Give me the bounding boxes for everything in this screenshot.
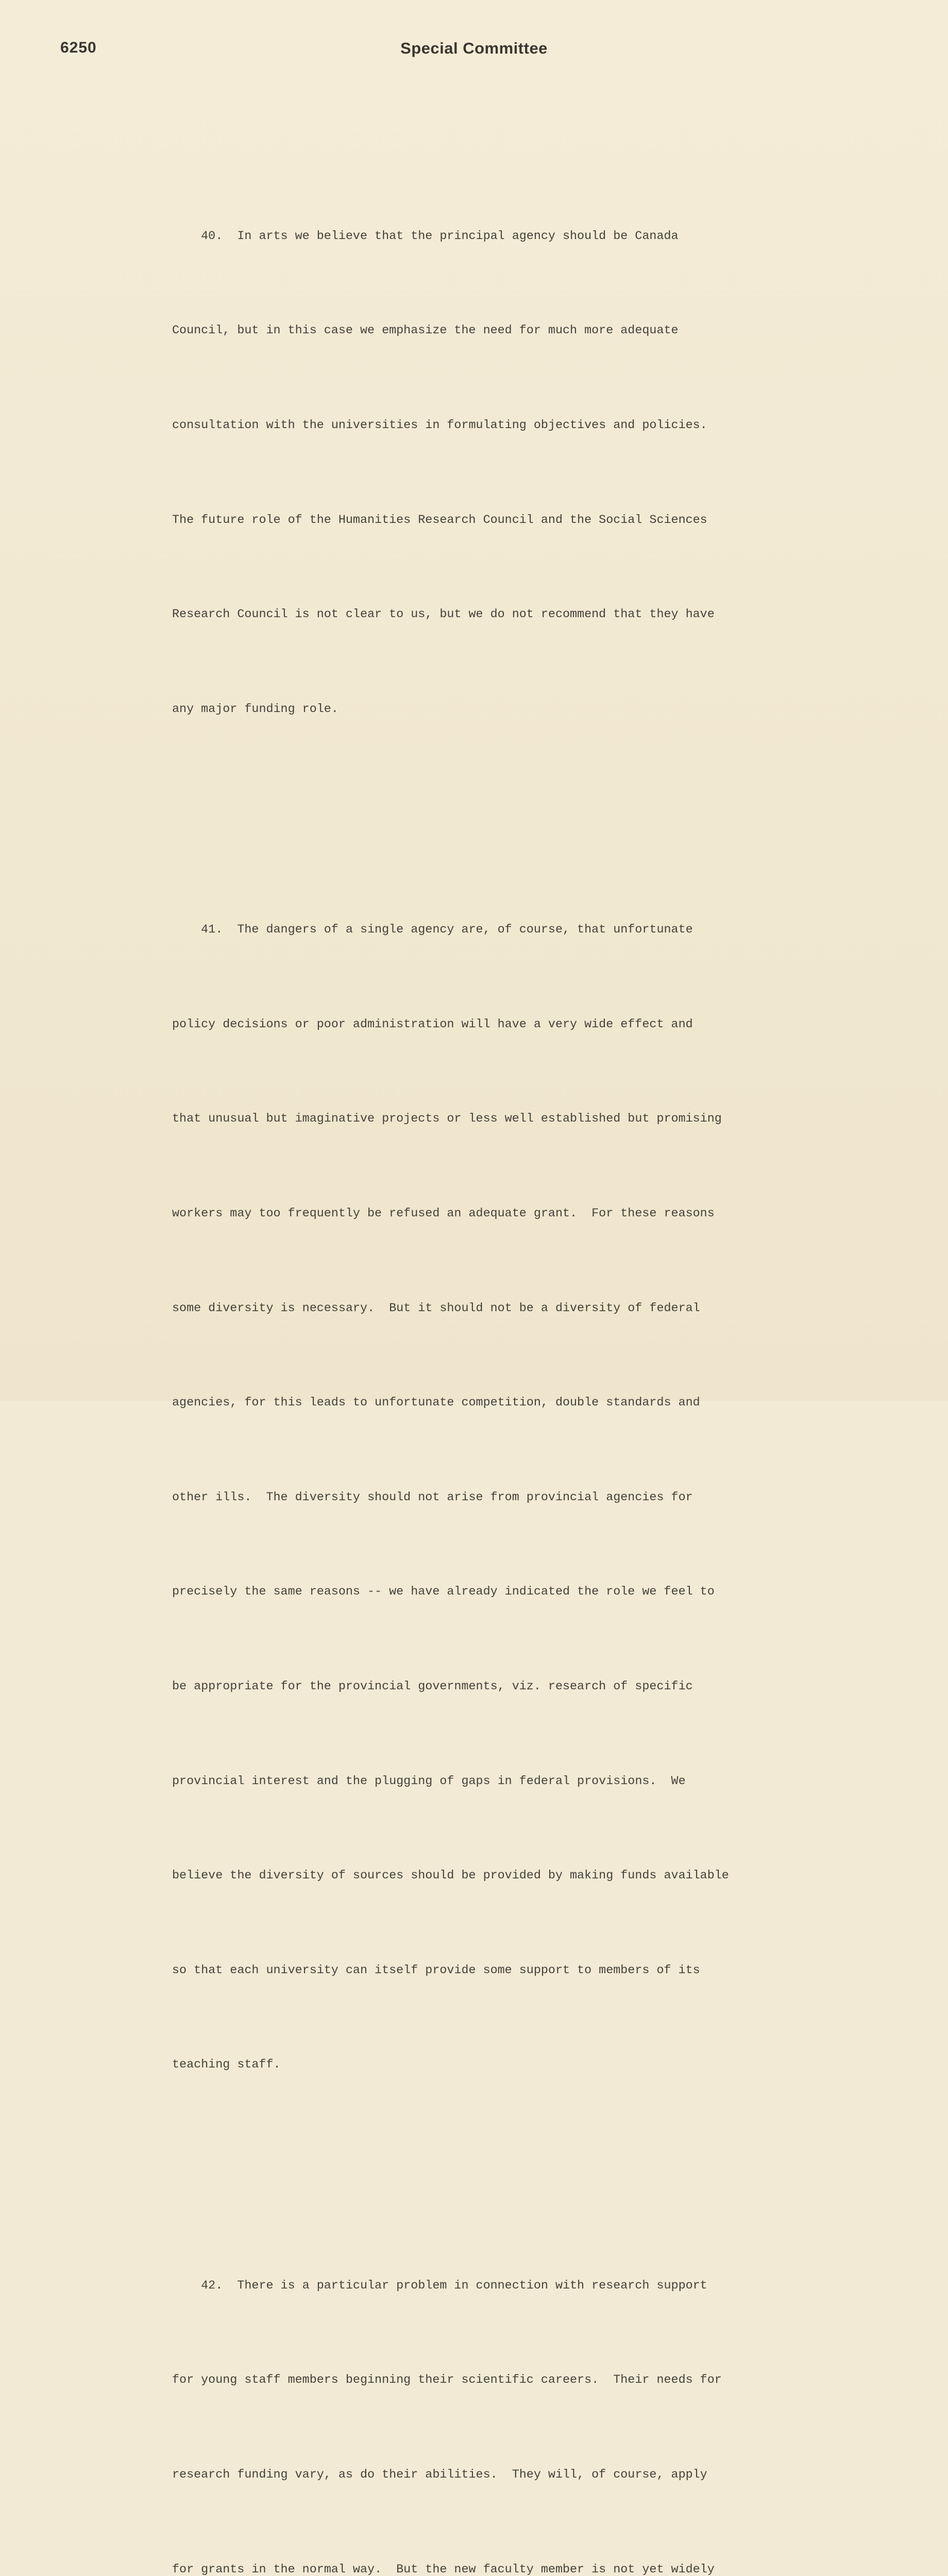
text-line: research funding vary, as do their abilities. They will, of course, apply bbox=[172, 2460, 842, 2491]
text-line: workers may too frequently be refused an adequate grant. For these reasons bbox=[172, 1198, 842, 1230]
page-number: 6250 bbox=[60, 39, 97, 57]
paragraph-41 bbox=[172, 852, 842, 2144]
text-line: be appropriate for the provincial governments, viz. research of specific bbox=[172, 1671, 842, 1703]
text-line: The future role of the Humanities Research Council and the Social Sciences bbox=[172, 505, 842, 536]
running-head: Special Committee bbox=[0, 39, 948, 58]
text-line: 42. There is a particular problem in connection with research support bbox=[172, 2270, 842, 2302]
text-line: teaching staff. bbox=[172, 2049, 842, 2081]
text-line: 40. In arts we believe that the principal agency should be Canada bbox=[172, 221, 842, 252]
text-line: 41. The dangers of a single agency are, of course, that unfortunate bbox=[172, 914, 842, 946]
text-line: provincial interest and the plugging of gaps in federal provisions. We bbox=[172, 1766, 842, 1798]
text-line: some diversity is necessary. But it should not be a diversity of federal bbox=[172, 1293, 842, 1325]
text-line: precisely the same reasons -- we have already indicated the role we feel to bbox=[172, 1577, 842, 1608]
text-line: policy decisions or poor administration will have a very wide effect and bbox=[172, 1009, 842, 1041]
paragraph-42 bbox=[172, 2207, 842, 2576]
text-line: any major funding role. bbox=[172, 694, 842, 725]
body-text bbox=[172, 95, 842, 2576]
text-line: so that each university can itself provide some support to members of its bbox=[172, 1955, 842, 1987]
text-line: believe the diversity of sources should be provided by making funds available bbox=[172, 1860, 842, 1892]
text-line: consultation with the universities in formulating objectives and policies. bbox=[172, 410, 842, 442]
text-line: agencies, for this leads to unfortunate competition, double standards and bbox=[172, 1387, 842, 1419]
text-line: for young staff members beginning their scientific careers. Their needs for bbox=[172, 2365, 842, 2396]
text-line: Research Council is not clear to us, but we do not recommend that they have bbox=[172, 599, 842, 631]
text-line: Council, but in this case we emphasize the need for much more adequate bbox=[172, 315, 842, 347]
paragraph-40 bbox=[172, 158, 842, 788]
text-line: for grants in the normal way. But the new faculty member is not yet widely bbox=[172, 2554, 842, 2576]
text-line: other ills. The diversity should not arise from provincial agencies for bbox=[172, 1482, 842, 1514]
text-line: that unusual but imaginative projects or less well established but promising bbox=[172, 1104, 842, 1135]
